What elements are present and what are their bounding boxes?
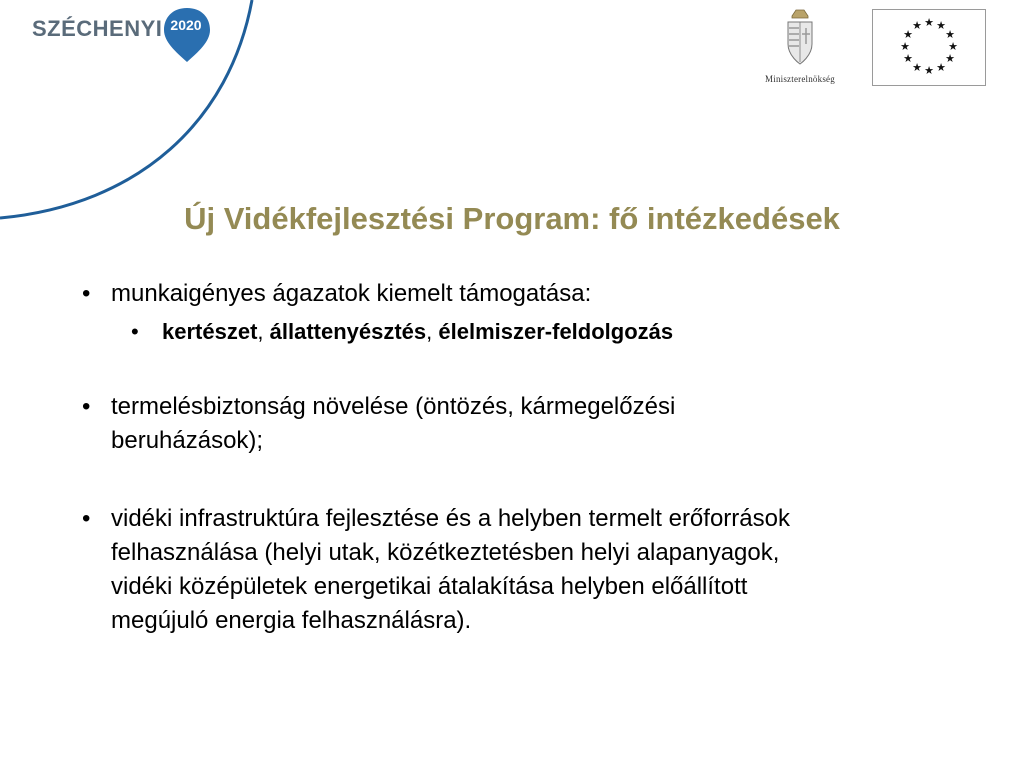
szechenyi-brand-text: SZÉCHENYI <box>32 16 163 41</box>
list-item-line: vidéki infrastruktúra fejlesztése és a helyben termelt erőforrások <box>111 505 790 532</box>
list-item-line: beruházások); <box>111 427 264 454</box>
sub-item-horticulture: kertészet <box>162 319 258 344</box>
list-item-line: vidéki középületek energetikai átalakítása helyben előállított <box>111 573 748 600</box>
svg-text:★: ★ <box>945 28 955 41</box>
svg-text:★: ★ <box>945 52 955 65</box>
szechenyi-year-text: 2020 <box>170 17 202 33</box>
sub-list-item <box>162 315 673 349</box>
svg-text:★: ★ <box>936 19 946 32</box>
bullet-marker: • <box>82 505 91 532</box>
svg-text:★: ★ <box>912 19 922 32</box>
list-item <box>111 390 831 458</box>
svg-text:★: ★ <box>903 52 913 65</box>
svg-text:★: ★ <box>912 61 922 74</box>
list-item-line: termelésbiztonság növelése (öntözés, kármegelőzési <box>111 393 676 420</box>
slide-title: Új Vidékfejlesztési Program: fő intézkedések <box>184 201 840 236</box>
list-item-line: megújuló energia felhasználásra). <box>111 607 472 634</box>
svg-text:★: ★ <box>900 40 910 53</box>
svg-text:★: ★ <box>903 28 913 41</box>
svg-text:★: ★ <box>924 64 934 77</box>
svg-text:★: ★ <box>924 16 934 29</box>
bullet-marker: • <box>82 280 91 307</box>
separator: , <box>257 319 270 344</box>
list-item: munkaigényes ágazatok kiemelt támogatása: <box>111 280 592 307</box>
sub-bullet-marker: • <box>131 319 139 344</box>
ministry-name: Miniszterelnökség <box>765 74 835 84</box>
svg-text:★: ★ <box>948 40 958 53</box>
list-item-line: felhasználása (helyi utak, közétkeztetésben helyi alapanyagok, <box>111 539 780 566</box>
separator: , <box>426 319 439 344</box>
list-item <box>111 502 951 638</box>
svg-text:★: ★ <box>936 61 946 74</box>
bullet-marker: • <box>82 393 91 420</box>
sub-item-livestock: állattenyésztés <box>269 319 427 344</box>
sub-item-food-processing: élelmiszer-feldolgozás <box>438 319 674 344</box>
